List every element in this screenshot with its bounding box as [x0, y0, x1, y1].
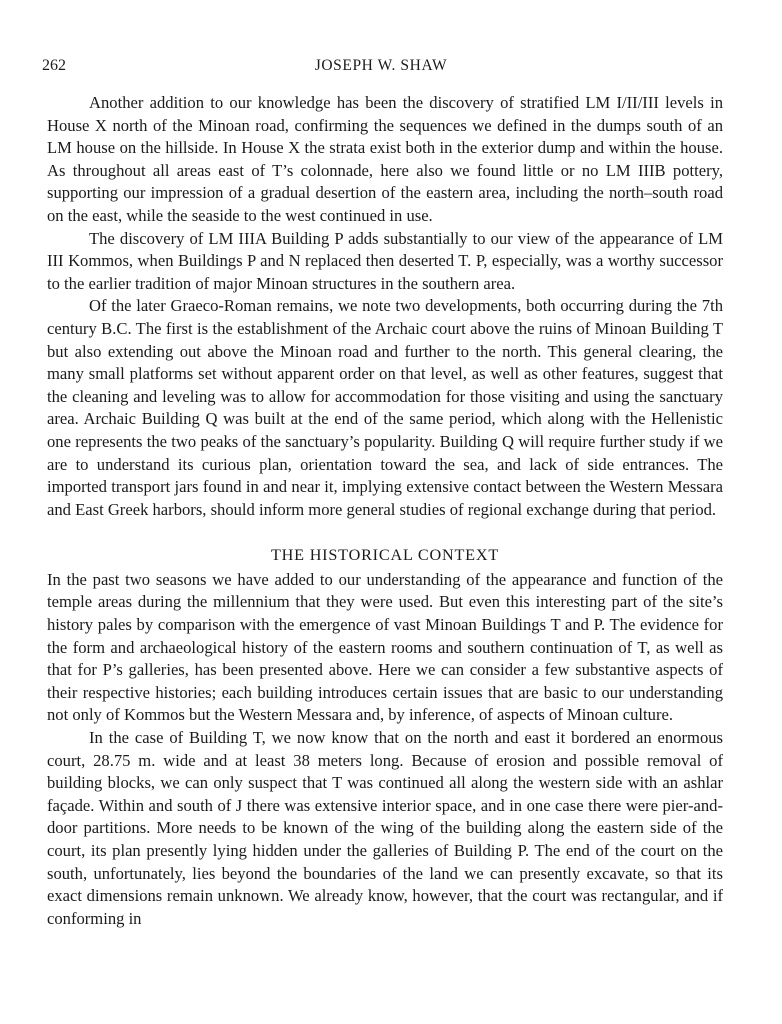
running-head-author: JOSEPH W. SHAW: [314, 57, 448, 74]
page-number: 262: [42, 57, 66, 74]
body-text: [47, 92, 723, 930]
page-header: [42, 57, 720, 77]
paragraph-house-x: Another addition to our knowledge has been the discovery of stratified LM I/II/III levels in House X north of the Minoan road, confirming the sequences we defined in the dumps south of an LM house on the hillside. In House X the strata exist both in the exterior dump and within the house. As throughout all areas east of T’s colonnade, here also we found little or no LM IIIB pottery, supporting our impression of a gradual desertion of the eastern area, including the north–south road on the east, while the seaside to the west continued in use.: [47, 93, 723, 225]
paragraph-building-p: The discovery of LM IIIA Building P adds substantially to our view of the appearance of LM III Kommos, when Buildings P and N replaced then deserted T. P, especially, was a worthy successor to the earlier tradition of major Minoan structures in the southern area.: [47, 228, 723, 293]
section-heading: THE HISTORICAL CONTEXT: [270, 546, 500, 565]
paragraph-temple-areas: In the past two seasons we have added to our understanding of the appearance and function of the temple areas during the millennium that they were used. But even this interesting part of the site’s history pales by comparison with the emergence of vast Minoan Buildings T and P. The evidence for the form and archaeological history of the eastern rooms and southern continuation of T, as well as that for P’s galleries, has been presented above. Here we can consider a few substantive aspects of their respective histories; each building introduces certain issues that are basic to our understanding not only of Kommos but the Western Messara and, by inference, of aspects of Minoan culture.: [47, 569, 723, 725]
paragraph-building-t: In the case of Building T, we now know that on the north and east it bordered an enormous court, 28.75 m. wide and at least 38 meters long. Because of erosion and possible removal of building blocks, we can only suspect that T was continued all along the western side with an ashlar façade. Within and south of J there was extensive interior space, and in one case there were pier-and-door partitions. More needs to be known of the wing of the building along the eastern side of the court, its plan presently lying hidden under the galleries of Building P. The end of the court on the south, unfortunately, lies beyond the boundaries of the land we can presently excavate, so that its exact dimensions remain unknown. We already know, however, that the court was rectangular, and if conforming in: [47, 728, 723, 928]
paragraph-graeco-roman: Of the later Graeco-Roman remains, we note two developments, both occurring during the 7th century B.C. The first is the establishment of the Archaic court above the ruins of Minoan Building T but also extending out above the Minoan road and further to the north. This general clearing, the many small platforms set without apparent order on that level, as well as other features, suggest that the cleaning and leveling was to allow for accommodation for those visiting and using the sanctuary area. Archaic Building Q was built at the end of the same period, which along with the Hellenistic one represents the two peaks of the sanctuary’s popularity. Building Q will require further study if we are to understand its curious plan, orientation toward the sea, and lack of side entrances. The imported transport jars found in and near it, implying extensive contact between the Western Messara and East Greek harbors, should inform more general studies of regional exchange during that period.: [47, 296, 723, 519]
